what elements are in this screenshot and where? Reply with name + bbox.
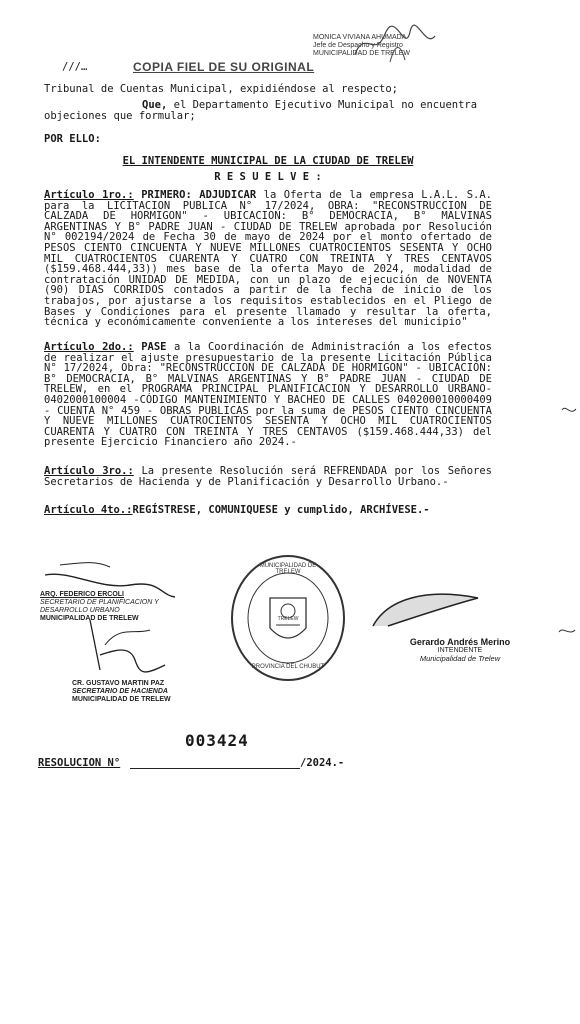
signature-merino <box>368 588 483 633</box>
stamp-line-2: Jefe de Despacho y Registro <box>313 42 403 49</box>
article-1-lead: PRIMERO: ADJUDICAR <box>133 189 257 201</box>
signer-name: CR. GUSTAVO MARTIN PAZ <box>72 680 165 687</box>
continuation-marker: ///… <box>62 61 88 73</box>
article-2-text: a la Coordinación de Administración a los efectos de realizar el ajuste presupuestario de la presente Licitación Pública N° 17/2024, Obra: "RECONSTRUCCION DE CALZADA DE HORMIGON" - UBICACIÓN: B° DEMOCRACIA, B° MALVINAS ARGENTINAS Y B° PADRE JUAN - CIUDAD DE TRELEW, en el PROGRAMA PRINCIPAL PLANIFICACION Y DESARROLLO URBANO- 0402000100004 -CÓDIGO MANTENIMIENTO Y BACHEO DE CALLES 040200010000409 - CUENTA N° 459 - OBRAS PUBLICAS por la suma de PESOS CIENTO CINCUENTA Y NUEVE MILLONES CUATROCIENTOS SESENTA Y OCHO MIL CUATROCIENTOS CUARENTA Y CUATRO CON TREINTA Y TRES CENTAVOS ($159.468.444,33) del presente Ejercicio Financiero año 2024.- <box>44 341 492 449</box>
resuelve-heading: R E S U E L V E : <box>214 171 322 183</box>
signer-role: SECRETARIO DE PLANIFICACION Y DESARROLLO URBANO <box>40 599 159 614</box>
que-paragraph <box>44 100 492 121</box>
intro-line: Tribunal de Cuentas Municipal, expidiéndose al respecto; <box>44 83 399 95</box>
signer-name: Gerardo Andrés Merino <box>409 637 511 647</box>
stamp-line-1: MONICA VIVIANA AHUMADA <box>313 34 407 41</box>
stamp-line-3: MUNICIPALIDAD DE TRELEW <box>313 50 410 57</box>
margin-mark <box>560 400 578 420</box>
signature-paz <box>75 615 185 680</box>
copy-stamp: COPIA FIEL DE SU ORIGINAL <box>133 60 315 74</box>
article-2-label: Artículo 2do.: <box>44 341 134 353</box>
signer-role: INTENDENTE <box>437 647 483 654</box>
stamp-signature <box>350 24 440 64</box>
resolution-year: /2024.- <box>300 757 345 769</box>
signature-block-finance <box>72 680 202 704</box>
article-2 <box>44 342 492 448</box>
por-ello: POR ELLO: <box>44 133 101 145</box>
signer-role: SECRETARIO DE HACIENDA <box>72 688 168 695</box>
article-4 <box>44 505 492 516</box>
resolution-number-line <box>130 768 300 769</box>
article-1-text: la Oferta de la empresa L.A.L. S.A. para la LICITACION PUBLICA N° 17/2024, OBRA: "RECONSTRUCCION DE CALZADA DE HORMIGON" - UBICACION: B° DEMOCRACIA, B° MALVINAS ARGENTINAS Y B° PADRE JUAN - CIUDAD DE TRELEW aprobada por Resolución N° 002194/2024 de Fecha 30 de mayo de 2024 por el monto ofertado de PESOS CIENTO CINCUENTA Y NUEVE MILLONES CUATROCIENTOS SESENTA Y OCHO MIL CUATROCIENTOS CUARENTA Y CUATRO CON TREINTA Y TRES CENTAVOS ($159.468.444,33)) mes base de la oferta Mayo de 2024, modalidad de contratación UNIDAD DE MEDIDA, con un plazo de ejecución de NOVENTA (90) DIAS CORRIDOS contados a partir de la fecha de inicio de los trabajos, por ajustarse a los requisitos establecidos en el Pliego de Bases y Condiciones para el presente llamado y resultar la oferta, técnica y económicamente conveniente a los intereses del municipio" <box>44 189 492 329</box>
article-3-text: La presente Resolución será REFRENDADA por los Señores Secretarios de Hacienda y de Planificación y Desarrollo Urbano.- <box>44 465 492 488</box>
article-3 <box>44 466 492 487</box>
signature-block-mayor <box>400 637 520 663</box>
article-3-label: Artículo 3ro.: <box>44 465 134 477</box>
que-text: el Departamento Ejecutivo Municipal no encuentra objeciones que formular; <box>44 99 478 122</box>
signer-org: MUNICIPALIDAD DE TRELEW <box>72 696 171 703</box>
article-4-text: REGÍSTRESE, COMUNIQUESE y cumplido, ARCHÍVESE.- <box>132 504 430 516</box>
signer-org: MUNICIPALIDAD DE TRELEW <box>40 615 139 622</box>
article-1-label: Artículo 1ro.: <box>44 189 134 201</box>
seal-text-top: MUNICIPALIDAD DE TRELEW <box>259 563 317 575</box>
seal-text-inner: TRELEW <box>277 616 299 622</box>
article-4-label: Artículo 4to.: <box>44 504 133 516</box>
signer-org: Municipalidad de Trelew <box>419 654 501 663</box>
article-1 <box>44 190 492 328</box>
margin-mark <box>557 620 577 640</box>
document-title: EL INTENDENTE MUNICIPAL DE LA CIUDAD DE TRELEW <box>122 155 414 167</box>
que-label: Que, <box>142 99 168 111</box>
resolution-label: RESOLUCION N° <box>38 757 121 769</box>
signer-name: ARQ. FEDERICO ERCOLI <box>40 591 125 598</box>
resolution-number: 003424 <box>185 731 249 750</box>
article-2-lead: PASE <box>133 341 167 353</box>
seal-text-bottom: PROVINCIA DEL CHUBUT <box>251 664 325 670</box>
